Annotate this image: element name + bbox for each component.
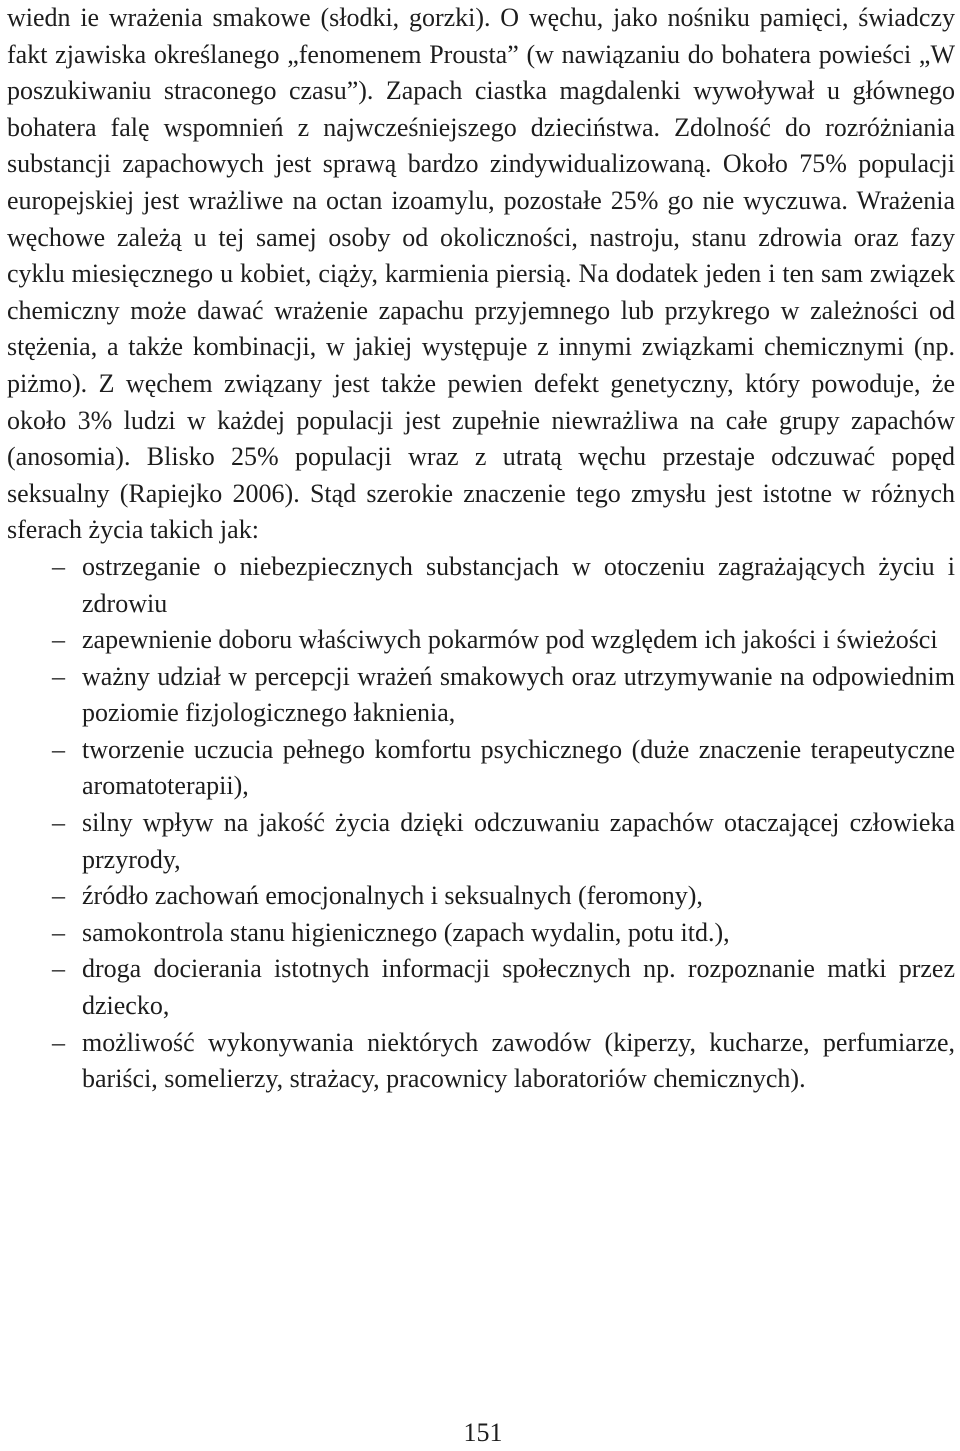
list-item: – tworzenie uczucia pełnego komfortu psychicznego (duże znaczenie terapeutyczne aromatoterapii),: [82, 732, 955, 805]
bullet-list: [7, 549, 955, 1098]
body-paragraph: wiedn ie wrażenia smakowe (słodki, gorzki). O węchu, jako nośniku pamięci, świadczy fakt zjawiska określanego „fenomenem Prousta” (w nawiązaniu do bohatera powieści „W poszukiwaniu straconego czasu”). Zapach ciastka magdalenki wywoływał u głównego bohatera falę wspomnień z najwcześniejszego dzieciństwa. Zdolność do rozróżniania substancji zapachowych jest sprawą bardzo zindywidualizowaną. Około 75% populacji europejskiej jest wrażliwe na octan izoamylu, pozostałe 25% go nie wyczuwa. Wrażenia węchowe zależą u tej samej osoby od okoliczności, nastroju, stanu zdrowia oraz fazy cyklu miesięcznego u kobiet, ciąży, karmienia piersią. Na dodatek jeden i ten sam związek chemiczny może dawać wrażenie zapachu przyjemnego lub przykrego w zależności od stężenia, a także kombinacji, w jakiej występuje z innymi związkami chemicznymi (np. piżmo). Z węchem związany jest także pewien defekt genetyczny, który powoduje, że około 3% ludzi w każdej populacji jest zupełnie niewrażliwa na całe grupy zapachów (anosomia). Blisko 25% populacji wraz z utratą węchu przestaje odczuwać popęd seksualny (Rapiejko 2006). Stąd szerokie znaczenie tego zmysłu jest istotne w różnych sferach życia takich jak:: [7, 3, 955, 545]
list-item: – samokontrola stanu higienicznego (zapach wydalin, potu itd.),: [82, 915, 955, 952]
document-page: [7, 0, 955, 1098]
list-item: – źródło zachowań emocjonalnych i seksualnych (feromony),: [82, 878, 955, 915]
list-item: – zapewnienie doboru właściwych pokarmów pod względem ich jakości i świeżości: [82, 622, 955, 659]
page-number: 151: [463, 1418, 503, 1447]
list-item: – możliwość wykonywania niektórych zawodów (kiperzy, kucharze, perfumiarze, bariści, somelierzy, strażacy, pracownicy laboratoriów chemicznych).: [82, 1025, 955, 1098]
list-item: – silny wpływ na jakość życia dzięki odczuwaniu zapachów otaczającej człowieka przyrody,: [82, 805, 955, 878]
list-item: – droga docierania istotnych informacji społecznych np. rozpoznanie matki przez dziecko,: [82, 951, 955, 1024]
list-item: – ważny udział w percepcji wrażeń smakowych oraz utrzymywanie na odpowiednim poziomie fizjologicznego łaknienia,: [82, 659, 955, 732]
list-item: – ostrzeganie o niebezpiecznych substancjach w otoczeniu zagrażających życiu i zdrowiu: [82, 549, 955, 622]
